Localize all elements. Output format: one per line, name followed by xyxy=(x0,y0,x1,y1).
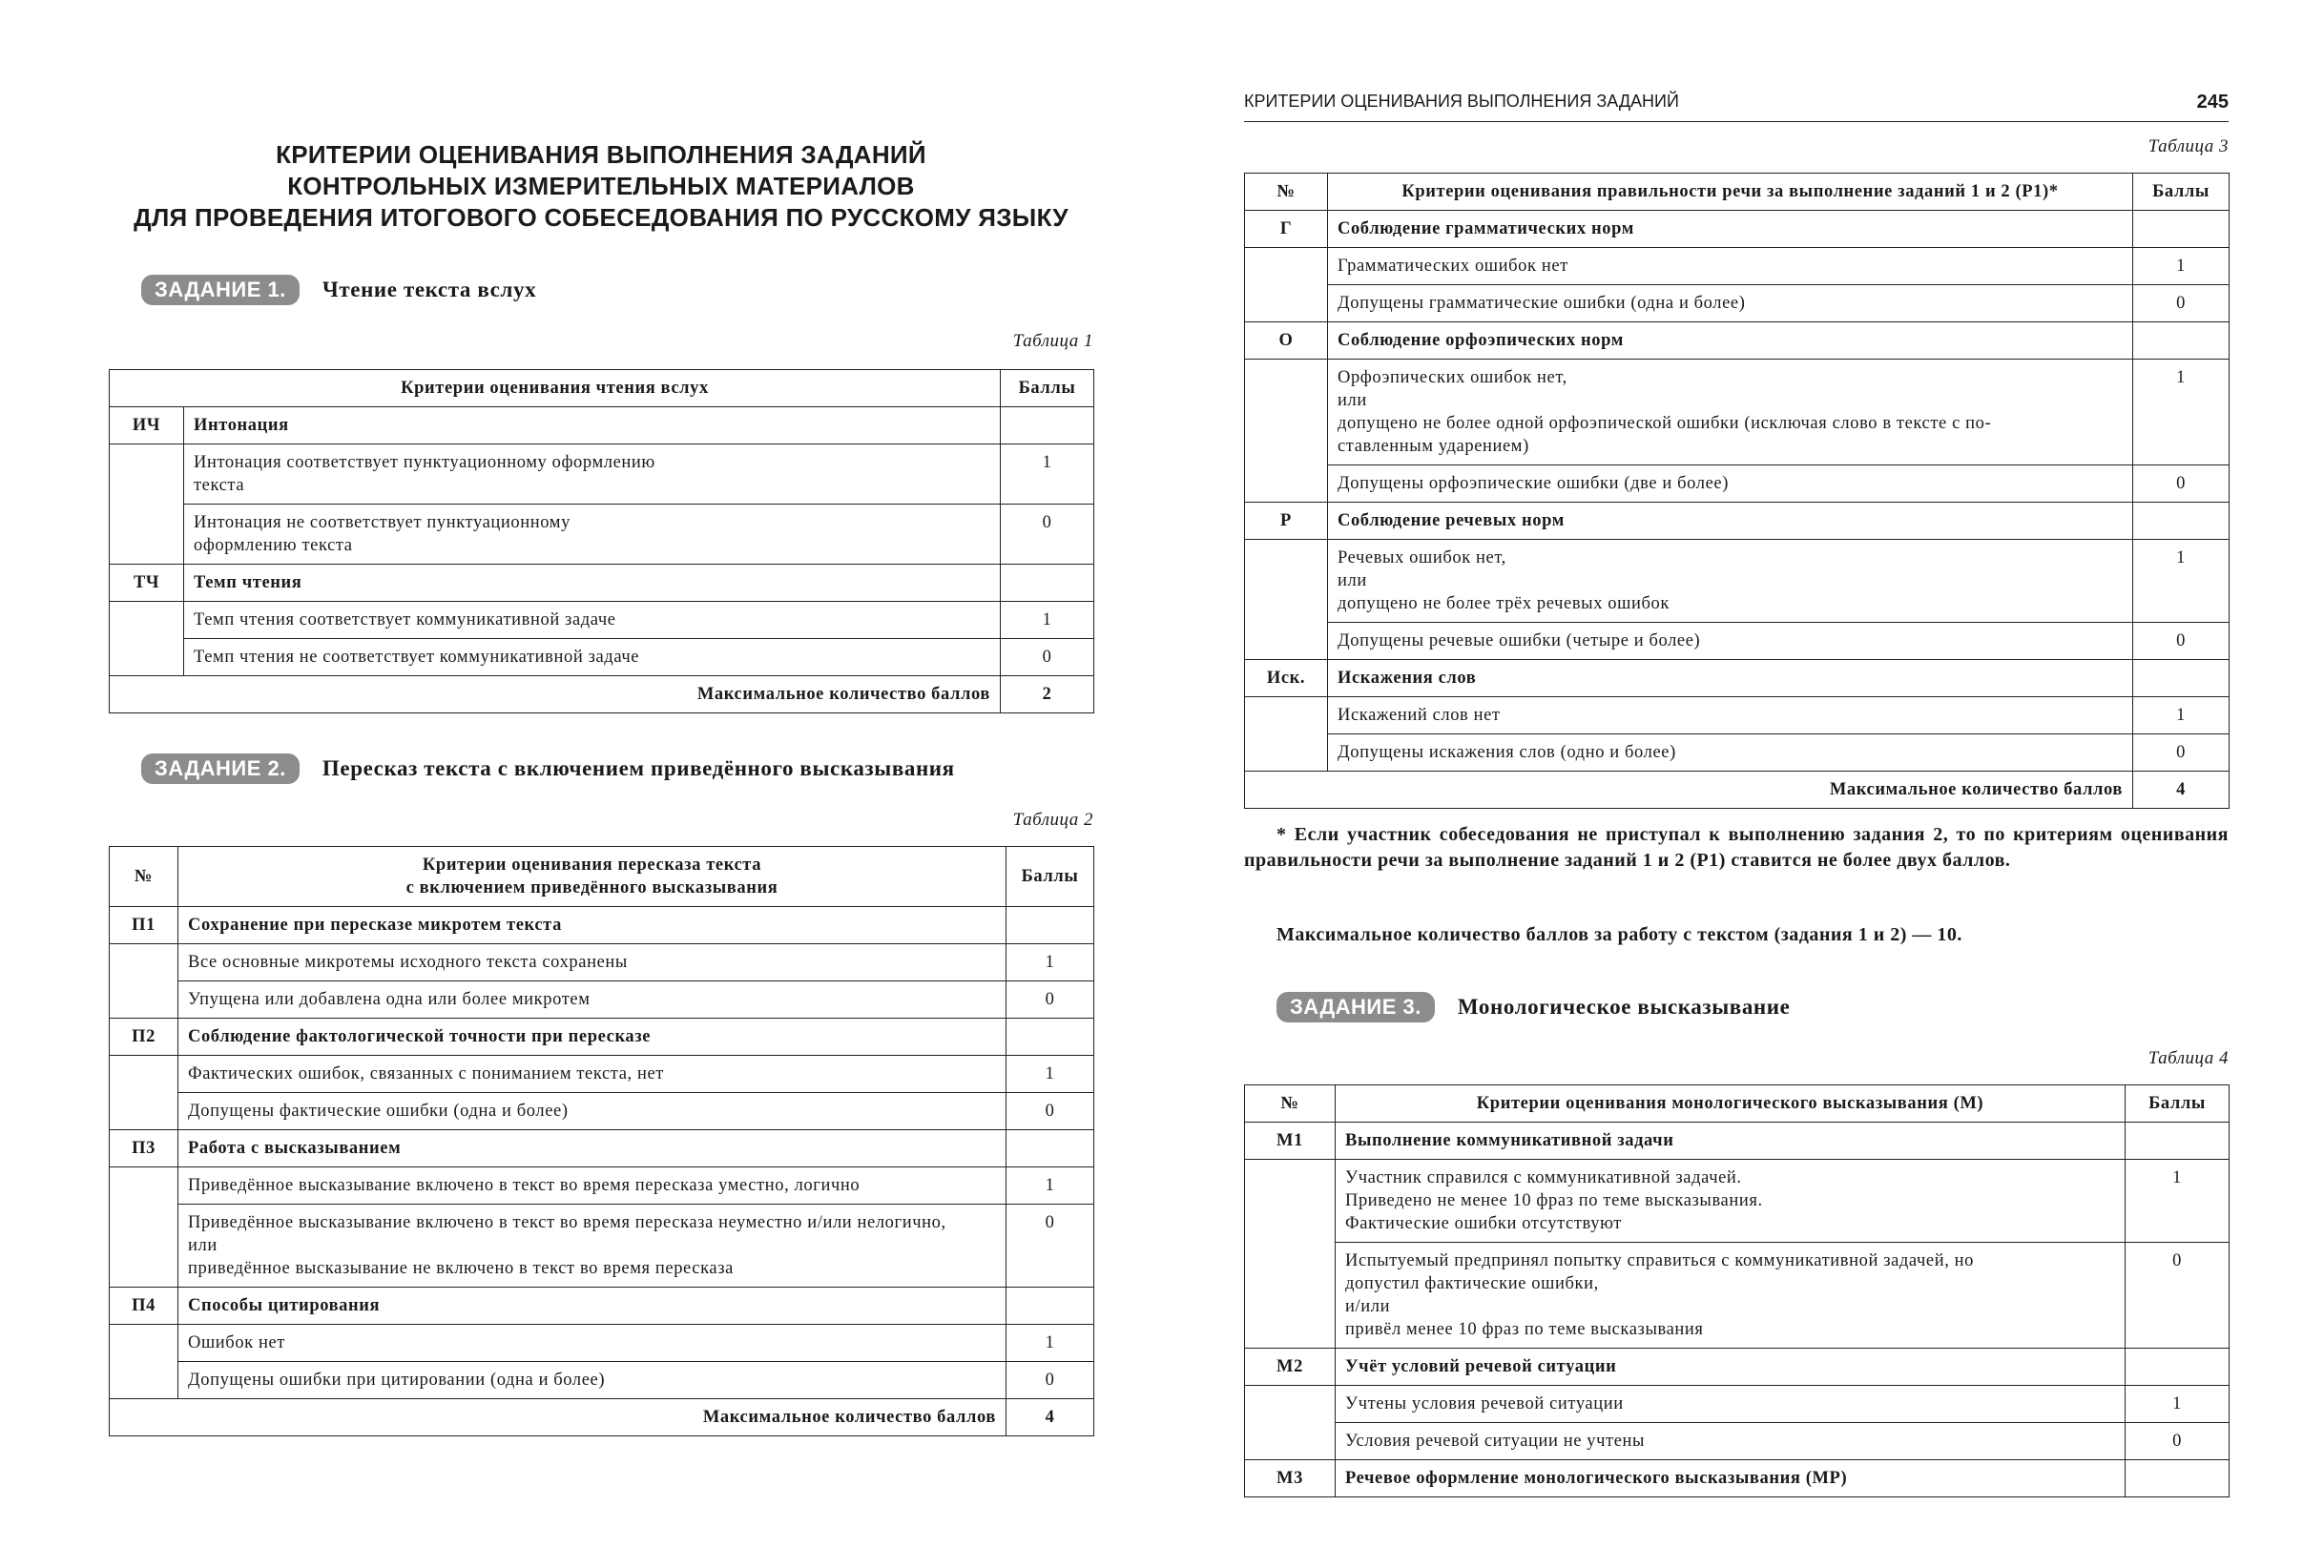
criterion-item-row xyxy=(110,1093,1094,1130)
criterion-score: 0 xyxy=(1006,1093,1094,1130)
criterion-text: Допущены ошибки при цитировании (одна и более) xyxy=(178,1362,1006,1399)
criterion-title: Темп чтения xyxy=(184,565,1001,602)
criterion-text: Допущены искажения слов (одно и более) xyxy=(1328,734,2133,772)
criterion-code: П3 xyxy=(110,1130,178,1167)
total-label: Максимальное количество баллов xyxy=(1245,772,2133,809)
criterion-score: 0 xyxy=(1006,1205,1094,1288)
criterion-group-row xyxy=(1245,1460,2230,1497)
header-row xyxy=(1245,174,2230,211)
criterion-title: Выполнение коммуникативной задачи xyxy=(1336,1123,2126,1160)
criterion-score: 1 xyxy=(1006,944,1094,981)
criterion-title: Соблюдение речевых норм xyxy=(1328,503,2133,540)
criterion-score: 1 xyxy=(1006,1325,1094,1362)
criterion-text: Упущена или добавлена одна или более микротем xyxy=(178,981,1006,1019)
total-label: Максимальное количество баллов xyxy=(110,1399,1006,1436)
criterion-code: П1 xyxy=(110,907,178,944)
criterion-text: Допущены грамматические ошибки (одна и более) xyxy=(1328,285,2133,322)
criterion-item-row xyxy=(110,1325,1094,1362)
criterion-item-row xyxy=(1245,360,2230,465)
criterion-item-row xyxy=(1245,285,2230,322)
criterion-score: 1 xyxy=(2133,697,2230,734)
header-criteria: Критерии оценивания монологического высказывания (М) xyxy=(1336,1085,2126,1123)
criterion-item-row xyxy=(110,944,1094,981)
task-title: Чтение текста вслух xyxy=(322,278,537,301)
empty-code-cell xyxy=(110,944,178,1019)
empty-code-cell xyxy=(110,602,184,676)
criterion-item-row xyxy=(110,1205,1094,1288)
criterion-score: 0 xyxy=(2133,465,2230,503)
score-cell xyxy=(1001,407,1094,444)
criterion-score: 1 xyxy=(1001,602,1094,639)
criterion-group-row xyxy=(110,1288,1094,1325)
score-cell xyxy=(2133,503,2230,540)
score-cell xyxy=(2126,1460,2230,1497)
criteria-table xyxy=(109,846,1094,1436)
criterion-group-row xyxy=(1245,1349,2230,1386)
empty-code-cell xyxy=(1245,540,1328,660)
criterion-item-row xyxy=(1245,1243,2230,1349)
criterion-score: 1 xyxy=(2133,540,2230,623)
criterion-score: 1 xyxy=(2126,1160,2230,1243)
criterion-score: 0 xyxy=(1006,1362,1094,1399)
criterion-text: Ошибок нет xyxy=(178,1325,1006,1362)
criterion-item-row xyxy=(110,639,1094,676)
criterion-item-row xyxy=(1245,1423,2230,1460)
task-3-heading xyxy=(1276,992,1790,1022)
criterion-code: М2 xyxy=(1245,1349,1336,1386)
criterion-score: 0 xyxy=(2126,1423,2230,1460)
total-value: 2 xyxy=(1001,676,1094,713)
criteria-table xyxy=(1244,173,2230,809)
table-caption: Таблица 3 xyxy=(2148,136,2229,156)
header-score: Баллы xyxy=(2126,1085,2230,1123)
total-value: 4 xyxy=(1006,1399,1094,1436)
criterion-text: Все основные микротемы исходного текста сохранены xyxy=(178,944,1006,981)
criterion-item-row xyxy=(1245,1386,2230,1423)
table-3 xyxy=(1244,173,2229,809)
score-cell xyxy=(1006,907,1094,944)
criterion-item-row xyxy=(110,1056,1094,1093)
criterion-code: Г xyxy=(1245,211,1328,248)
criterion-score: 0 xyxy=(2126,1243,2230,1349)
criterion-item-row xyxy=(110,444,1094,505)
criterion-group-row xyxy=(1245,1123,2230,1160)
score-cell xyxy=(1006,1130,1094,1167)
task-title: Монологическое высказывание xyxy=(1457,995,1791,1019)
total-row xyxy=(110,1399,1094,1436)
criterion-text: Фактических ошибок, связанных с пониманием текста, нет xyxy=(178,1056,1006,1093)
header-row xyxy=(1245,1085,2230,1123)
criterion-title: Соблюдение фактологической точности при пересказе xyxy=(178,1019,1006,1056)
criterion-code: М1 xyxy=(1245,1123,1336,1160)
empty-code-cell xyxy=(1245,1386,1336,1460)
criterion-title: Работа с высказыванием xyxy=(178,1130,1006,1167)
score-cell xyxy=(2133,322,2230,360)
max-score-note: Максимальное количество баллов за работу с текстом (задания 1 и 2) — 10. xyxy=(1276,924,1962,945)
criterion-item-row xyxy=(110,602,1094,639)
criterion-score: 0 xyxy=(2133,285,2230,322)
criterion-score: 1 xyxy=(1006,1056,1094,1093)
criterion-text: Участник справился с коммуникативной задачей. Приведено не менее 10 фраз по теме высказывания. Фактические ошибки отсутствуют xyxy=(1336,1160,2126,1243)
total-value: 4 xyxy=(2133,772,2230,809)
criterion-item-row xyxy=(1245,465,2230,503)
header-row xyxy=(110,847,1094,907)
criterion-group-row xyxy=(110,565,1094,602)
criterion-text: Допущены орфоэпические ошибки (две и более) xyxy=(1328,465,2133,503)
criterion-text: Допущены речевые ошибки (четыре и более) xyxy=(1328,623,2133,660)
criterion-title: Соблюдение орфоэпических норм xyxy=(1328,322,2133,360)
task-badge: ЗАДАНИЕ 3. xyxy=(1276,992,1435,1022)
empty-code-cell xyxy=(110,1325,178,1399)
header-criteria: Критерии оценивания пересказа текста с включением приведённого высказывания xyxy=(178,847,1006,907)
criterion-text: Грамматических ошибок нет xyxy=(1328,248,2133,285)
header-score: Баллы xyxy=(1006,847,1094,907)
criterion-score: 1 xyxy=(2133,360,2230,465)
score-cell xyxy=(2133,660,2230,697)
header-number: № xyxy=(110,847,178,907)
header-score: Баллы xyxy=(1001,370,1094,407)
criteria-table xyxy=(1244,1084,2230,1497)
criterion-code: М3 xyxy=(1245,1460,1336,1497)
criterion-group-row xyxy=(1245,503,2230,540)
criterion-group-row xyxy=(110,1130,1094,1167)
criterion-code: ИЧ xyxy=(110,407,184,444)
task-badge: ЗАДАНИЕ 1. xyxy=(141,275,300,305)
criterion-score: 1 xyxy=(1001,444,1094,505)
total-row xyxy=(110,676,1094,713)
empty-code-cell xyxy=(1245,248,1328,322)
criterion-group-row xyxy=(1245,660,2230,697)
criterion-code: П2 xyxy=(110,1019,178,1056)
criterion-text: Темп чтения соответствует коммуникативной задаче xyxy=(184,602,1001,639)
criterion-text: Условия речевой ситуации не учтены xyxy=(1336,1423,2126,1460)
score-cell xyxy=(1006,1019,1094,1056)
header-number: № xyxy=(1245,174,1328,211)
criterion-title: Учёт условий речевой ситуации xyxy=(1336,1349,2126,1386)
table-1 xyxy=(109,369,1093,713)
page-number: 245 xyxy=(2196,92,2229,113)
criterion-text: Приведённое высказывание включено в текст во время пересказа неуместно и/или нелогично, или приведённое высказывание не включено в текст во время пересказа xyxy=(178,1205,1006,1288)
title-line: КРИТЕРИИ ОЦЕНИВАНИЯ ВЫПОЛНЕНИЯ ЗАДАНИЙ xyxy=(276,140,926,169)
criterion-group-row xyxy=(1245,322,2230,360)
criterion-item-row xyxy=(1245,697,2230,734)
criterion-text: Искажений слов нет xyxy=(1328,697,2133,734)
criterion-text: Приведённое высказывание включено в текст во время пересказа уместно, логично xyxy=(178,1167,1006,1205)
criterion-text: Речевых ошибок нет, или допущено не более трёх речевых ошибок xyxy=(1328,540,2133,623)
criterion-score: 0 xyxy=(2133,623,2230,660)
header-row xyxy=(110,370,1094,407)
criterion-title: Искажения слов xyxy=(1328,660,2133,697)
criterion-item-row xyxy=(1245,1160,2230,1243)
criterion-title: Интонация xyxy=(184,407,1001,444)
task-title: Пересказ текста с включением приведённого высказывания xyxy=(322,756,955,780)
criterion-item-row xyxy=(1245,623,2230,660)
score-cell xyxy=(2126,1123,2230,1160)
criterion-code: П4 xyxy=(110,1288,178,1325)
table-caption: Таблица 1 xyxy=(1012,331,1093,351)
criterion-text: Интонация соответствует пунктуационному оформлению текста xyxy=(184,444,1001,505)
table-2 xyxy=(109,846,1093,1436)
criterion-item-row xyxy=(110,1362,1094,1399)
header-criteria: Критерии оценивания чтения вслух xyxy=(110,370,1001,407)
criterion-item-row xyxy=(110,1167,1094,1205)
total-row xyxy=(1245,772,2230,809)
criterion-group-row xyxy=(1245,211,2230,248)
empty-code-cell xyxy=(110,1056,178,1130)
criterion-score: 1 xyxy=(2133,248,2230,285)
criterion-item-row xyxy=(1245,734,2230,772)
criterion-text: Испытуемый предпринял попытку справиться с коммуникативной задачей, но допустил фактические ошибки, и/или привёл менее 10 фраз по теме высказывания xyxy=(1336,1243,2126,1349)
title-line: ДЛЯ ПРОВЕДЕНИЯ ИТОГОВОГО СОБЕСЕДОВАНИЯ ПО РУССКОМУ ЯЗЫКУ xyxy=(134,203,1069,232)
task-2-heading xyxy=(141,753,955,784)
criterion-text: Учтены условия речевой ситуации xyxy=(1336,1386,2126,1423)
criterion-code: ТЧ xyxy=(110,565,184,602)
score-cell xyxy=(2133,211,2230,248)
criterion-item-row xyxy=(110,505,1094,565)
task-1-heading xyxy=(141,275,536,305)
criterion-score: 0 xyxy=(1001,505,1094,565)
header-criteria: Критерии оценивания правильности речи за выполнение заданий 1 и 2 (Р1)* xyxy=(1328,174,2133,211)
score-cell xyxy=(1006,1288,1094,1325)
task-badge: ЗАДАНИЕ 2. xyxy=(141,753,300,784)
empty-code-cell xyxy=(1245,360,1328,503)
criterion-item-row xyxy=(1245,248,2230,285)
criterion-item-row xyxy=(110,981,1094,1019)
criterion-title: Соблюдение грамматических норм xyxy=(1328,211,2133,248)
criterion-title: Способы цитирования xyxy=(178,1288,1006,1325)
criterion-title: Речевое оформление монологического высказывания (МР) xyxy=(1336,1460,2126,1497)
header-score: Баллы xyxy=(2133,174,2230,211)
empty-code-cell xyxy=(1245,697,1328,772)
criterion-score: 0 xyxy=(1001,639,1094,676)
empty-code-cell xyxy=(1245,1160,1336,1349)
criterion-title: Сохранение при пересказе микротем текста xyxy=(178,907,1006,944)
criterion-text: Темп чтения не соответствует коммуникативной задаче xyxy=(184,639,1001,676)
table-caption: Таблица 4 xyxy=(2148,1048,2229,1068)
criterion-item-row xyxy=(1245,540,2230,623)
total-label: Максимальное количество баллов xyxy=(110,676,1001,713)
running-head-title: КРИТЕРИИ ОЦЕНИВАНИЯ ВЫПОЛНЕНИЯ ЗАДАНИЙ xyxy=(1244,92,1679,111)
title-line: КОНТРОЛЬНЫХ ИЗМЕРИТЕЛЬНЫХ МАТЕРИАЛОВ xyxy=(287,172,915,200)
criteria-table xyxy=(109,369,1094,713)
criterion-group-row xyxy=(110,1019,1094,1056)
footnote: * Если участник собеседования не приступал к выполнению задания 2, то по критериям оценивания правильности речи за выполнение заданий 1 и 2 (Р1) ставится не более двух баллов. xyxy=(1244,824,2229,871)
score-cell xyxy=(2126,1349,2230,1386)
criterion-group-row xyxy=(110,407,1094,444)
criterion-code: Р xyxy=(1245,503,1328,540)
criterion-group-row xyxy=(110,907,1094,944)
empty-code-cell xyxy=(110,1167,178,1288)
criterion-text: Допущены фактические ошибки (одна и более) xyxy=(178,1093,1006,1130)
criterion-score: 0 xyxy=(1006,981,1094,1019)
criterion-score: 1 xyxy=(1006,1167,1094,1205)
table-4 xyxy=(1244,1084,2229,1497)
running-head xyxy=(1244,92,2229,122)
page-title xyxy=(109,139,1093,234)
criterion-text: Интонация не соответствует пунктуационному оформлению текста xyxy=(184,505,1001,565)
empty-code-cell xyxy=(110,444,184,565)
criterion-score: 0 xyxy=(2133,734,2230,772)
criterion-score: 1 xyxy=(2126,1386,2230,1423)
criterion-code: О xyxy=(1245,322,1328,360)
table-caption: Таблица 2 xyxy=(1012,810,1093,830)
score-cell xyxy=(1001,565,1094,602)
criterion-text: Орфоэпических ошибок нет, или допущено не более одной орфоэпической ошибки (исключая слово в тексте с по- ставленным ударением) xyxy=(1328,360,2133,465)
header-number: № xyxy=(1245,1085,1336,1123)
criterion-code: Иск. xyxy=(1245,660,1328,697)
